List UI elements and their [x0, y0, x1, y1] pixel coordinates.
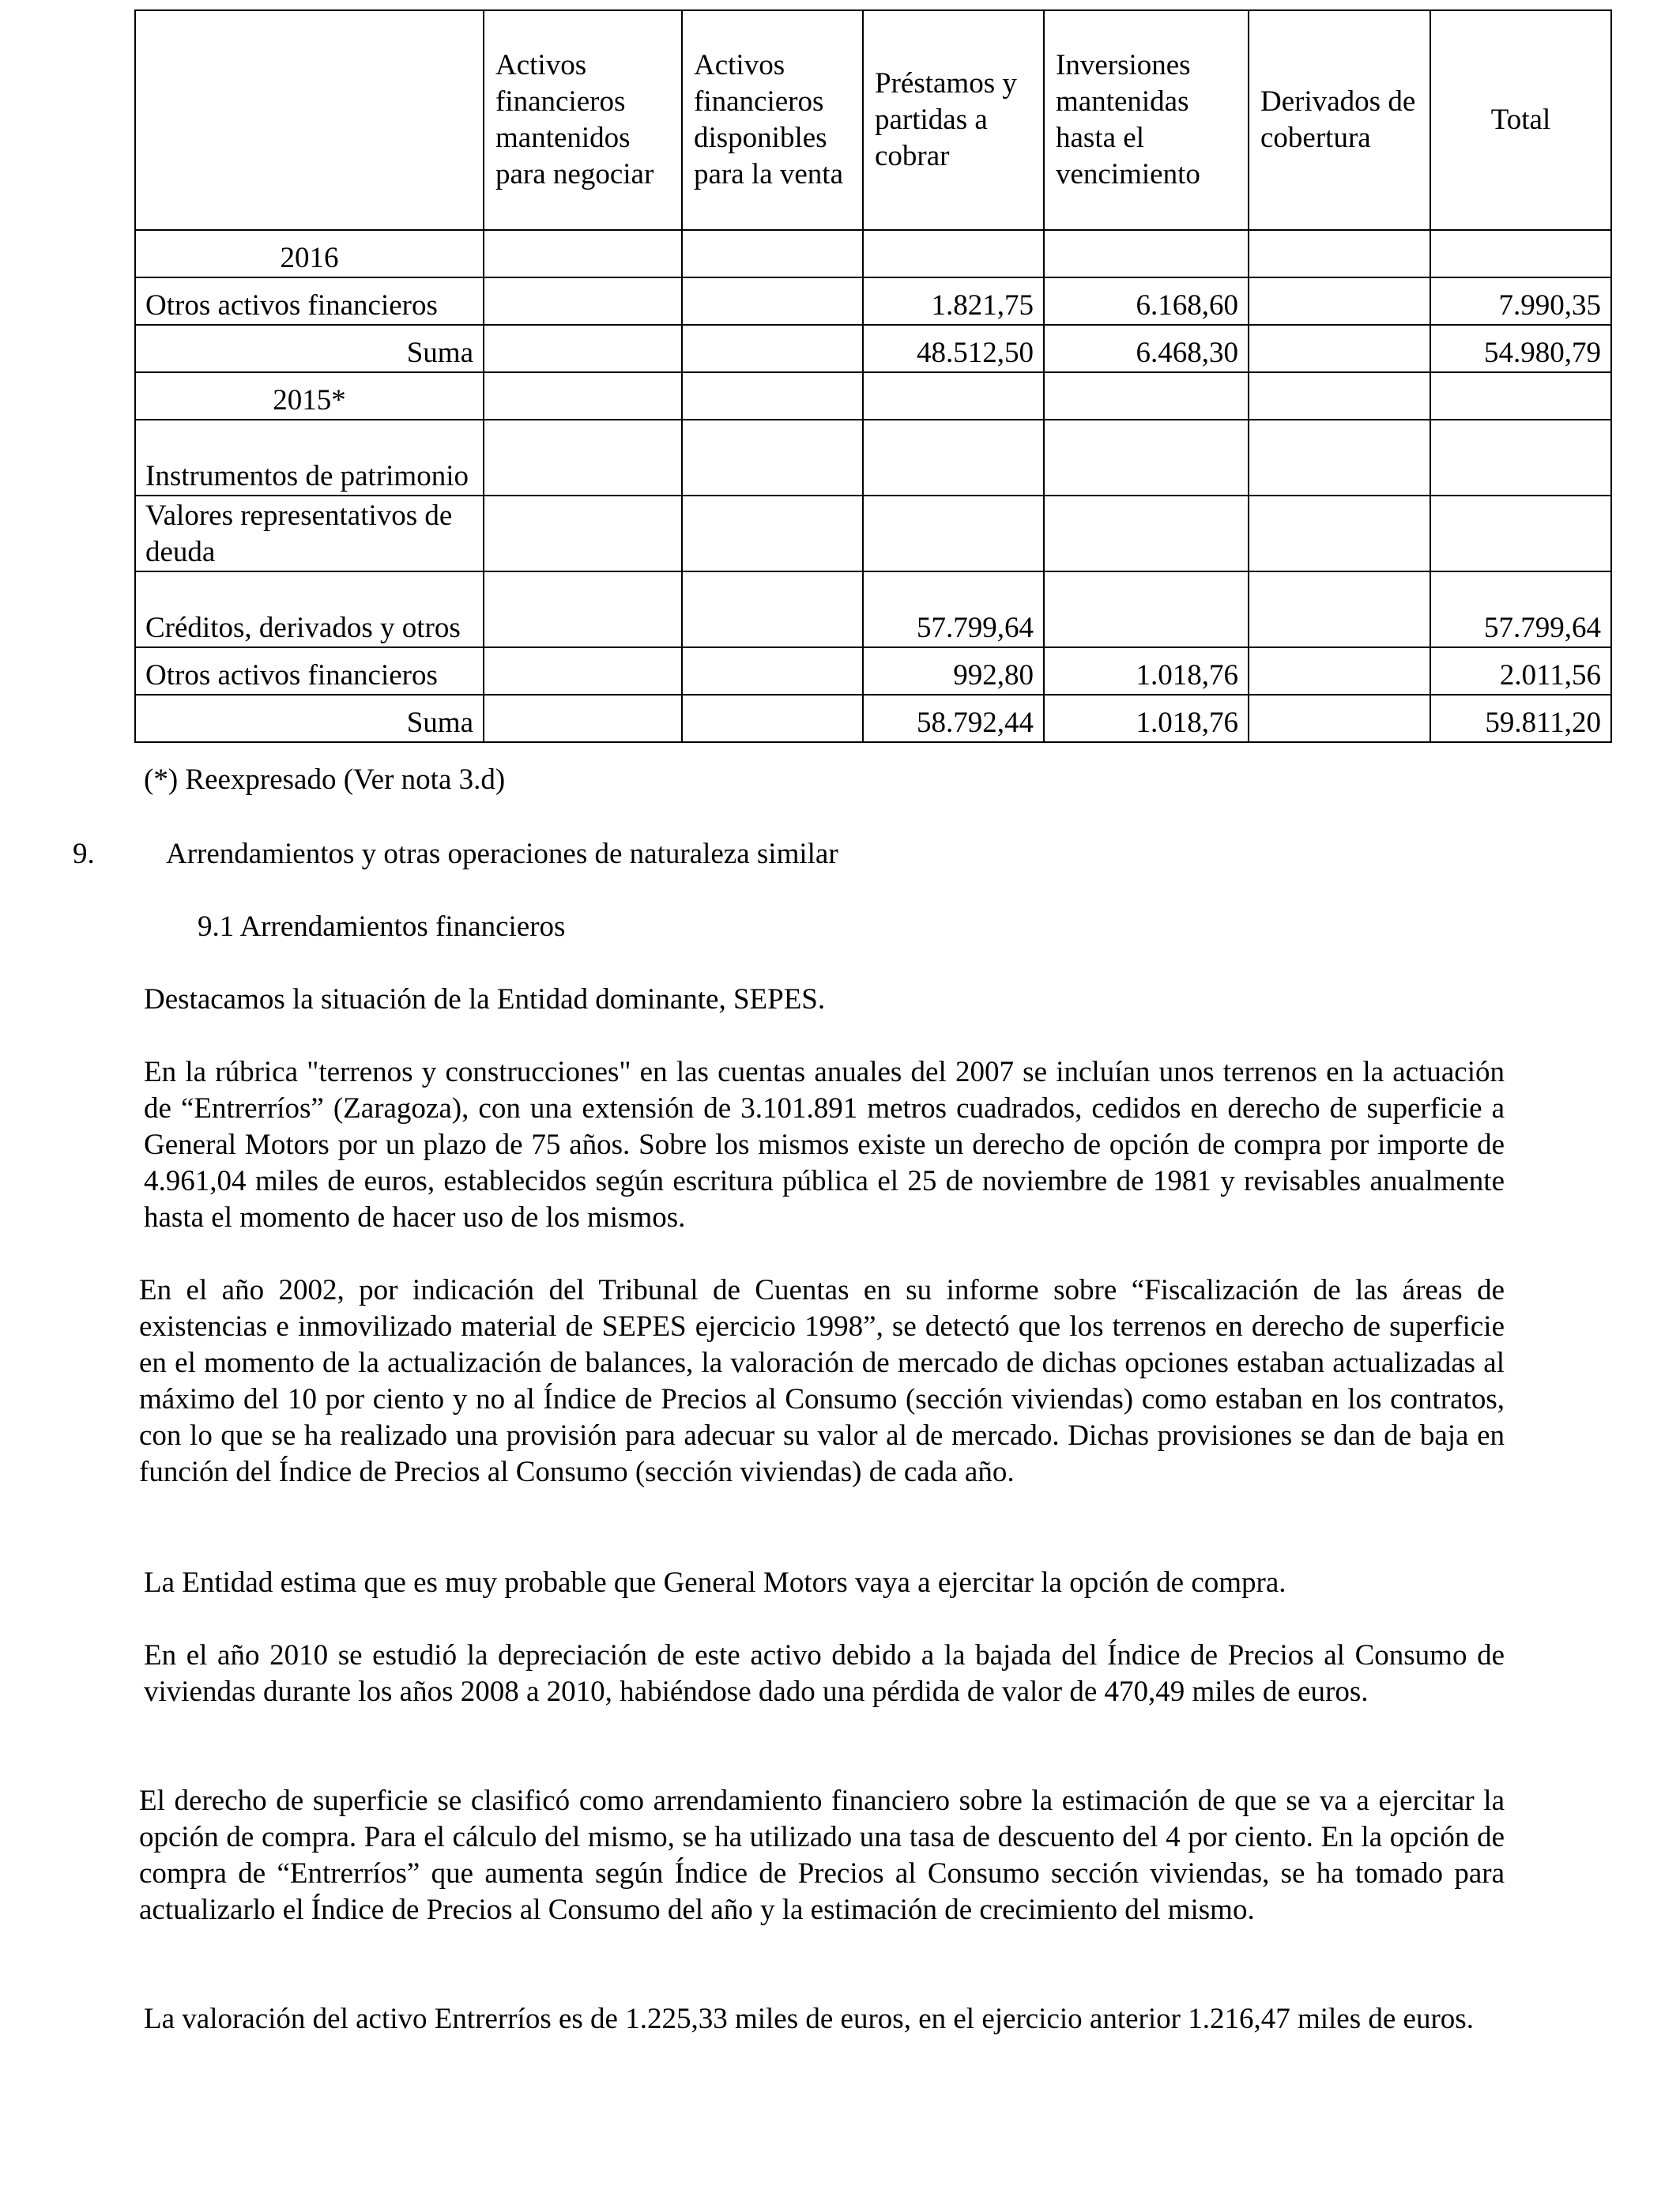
table-cell [1249, 230, 1430, 277]
table-cell [484, 571, 682, 647]
table-cell [682, 230, 863, 277]
row-label: Suma [135, 325, 484, 372]
table-cell [1249, 647, 1430, 695]
header-available-for-sale: Activos financieros disponibles para la venta [682, 10, 863, 230]
table-cell: 57.799,64 [863, 571, 1044, 647]
header-hedging-derivatives: Derivados de cobertura [1249, 10, 1430, 230]
header-total: Total [1430, 10, 1611, 230]
table-cell [1249, 496, 1430, 571]
paragraph: En el año 2010 se estudió la depreciación de este activo debido a la bajada del Índice de Precios al Consumo de viviendas durante los años 2008 a 2010, habiéndose dado una pérdida de valor de 470,49 miles de euros. [144, 1639, 1505, 1708]
section-heading [73, 836, 838, 873]
table-cell [682, 277, 863, 325]
row-label: 2016 [135, 230, 484, 277]
table-row [135, 496, 1611, 571]
table-cell [682, 647, 863, 695]
table-cell [1249, 372, 1430, 420]
paragraph: La valoración del activo Entrerríos es de 1.225,33 miles de euros, en el ejercicio anterior 1.216,47 miles de euros. [144, 2003, 1474, 2035]
paragraph: En el año 2002, por indicación del Tribunal de Cuentas en su informe sobre “Fiscalización de las áreas de existencias e inmovilizado material de SEPES ejercicio 1998”, se detectó que los terrenos en derecho de superficie en el momento de la actualización de balances, la valoración de mercado de dichas opciones estaban actualizadas al máximo del 10 por ciento y no al Índice de Precios al Consumo (sección viviendas) como estaban en los contratos, con lo que se ha realizado una provisión para adecuar su valor al de mercado. Dichas provisiones se dan de baja en función del Índice de Precios al Consumo (sección viviendas) de cada año. [139, 1274, 1505, 1488]
section-title: Arrendamientos y otras operaciones de naturaleza similar [166, 838, 838, 870]
paragraph: En la rúbrica "terrenos y construcciones" en las cuentas anuales del 2007 se incluían unos terrenos en la actuación de “Entrerríos” (Zaragoza), con una extensión de 3.101.891 metros cuadrados, cedidos en derecho de superficie a General Motors por un plazo de 75 años. Sobre los mismos existe un derecho de opción de compra por importe de 4.961,04 miles de euros, establecidos según escritura pública el 25 de noviembre de 1981 y revisables anualmente hasta el momento de hacer uso de los mismos. [144, 1056, 1505, 1234]
table-footnote: (*) Reexpresado (Ver nota 3.d) [144, 763, 506, 796]
table-cell [484, 695, 682, 742]
header-loans-receivables: Préstamos y partidas a cobrar [863, 10, 1044, 230]
row-label: Suma [135, 695, 484, 742]
table-cell: 59.811,20 [1430, 695, 1611, 742]
table-cell [1044, 372, 1249, 420]
table-cell [1044, 420, 1249, 496]
row-label: Otros activos financieros [135, 647, 484, 695]
table-cell [863, 230, 1044, 277]
table-cell [1249, 420, 1430, 496]
table-row [135, 277, 1611, 325]
subsection-heading: 9.1 Arrendamientos financieros [198, 910, 566, 943]
table-cell [1249, 325, 1430, 372]
table-row [135, 372, 1611, 420]
table-cell [1044, 571, 1249, 647]
table-cell [1044, 496, 1249, 571]
row-label: Valores representativos de deuda [135, 496, 484, 571]
table-cell [1430, 230, 1611, 277]
table-row-sum [135, 325, 1611, 372]
table-cell [682, 695, 863, 742]
table-cell: 48.512,50 [863, 325, 1044, 372]
table-cell [484, 230, 682, 277]
table-cell: 6.468,30 [1044, 325, 1249, 372]
table-cell: 57.799,64 [1430, 571, 1611, 647]
table-header-row [135, 10, 1611, 230]
table-cell [484, 277, 682, 325]
table-cell [1430, 420, 1611, 496]
table-cell [863, 496, 1044, 571]
table-cell [682, 325, 863, 372]
table-cell [1430, 372, 1611, 420]
table-cell [1249, 277, 1430, 325]
table-row [135, 230, 1611, 277]
table-cell: 992,80 [863, 647, 1044, 695]
financial-assets-table [134, 9, 1612, 743]
table-row-sum [135, 695, 1611, 742]
table-cell: 7.990,35 [1430, 277, 1611, 325]
table-cell: 1.018,76 [1044, 647, 1249, 695]
table-cell [1249, 695, 1430, 742]
paragraph: Destacamos la situación de la Entidad dominante, SEPES. [144, 983, 826, 1016]
header-blank [135, 10, 484, 230]
table-cell [682, 571, 863, 647]
table-cell: 6.168,60 [1044, 277, 1249, 325]
table-cell [484, 372, 682, 420]
row-label: Otros activos financieros [135, 277, 484, 325]
header-held-to-maturity: Inversiones mantenidas hasta el vencimiento [1044, 10, 1249, 230]
table-cell: 1.018,76 [1044, 695, 1249, 742]
paragraph: La Entidad estima que es muy probable que General Motors vaya a ejercitar la opción de compra. [144, 1566, 1286, 1599]
table-cell: 2.011,56 [1430, 647, 1611, 695]
table-row [135, 647, 1611, 695]
table-cell [1430, 496, 1611, 571]
table-cell [484, 420, 682, 496]
row-label: 2015* [135, 372, 484, 420]
table-cell [1044, 230, 1249, 277]
table-cell [863, 420, 1044, 496]
table-row [135, 571, 1611, 647]
table-cell [484, 647, 682, 695]
table-cell [484, 325, 682, 372]
paragraph: El derecho de superficie se clasificó como arrendamiento financiero sobre la estimación de que se va a ejercitar la opción de compra. Para el cálculo del mismo, se ha utilizado una tasa de descuento del 4 por ciento. En la opción de compra de “Entrerríos” que aumenta según Índice de Precios al Consumo sección viviendas, se ha tomado para actualizarlo el Índice de Precios al Consumo del año y la estimación de crecimiento del mismo. [139, 1785, 1505, 1926]
table-cell [682, 496, 863, 571]
table-cell: 58.792,44 [863, 695, 1044, 742]
table-cell [1249, 571, 1430, 647]
header-held-for-trading: Activos financieros mantenidos para negociar [484, 10, 682, 230]
table-cell: 1.821,75 [863, 277, 1044, 325]
row-label: Instrumentos de patrimonio [135, 420, 484, 496]
table-row [135, 420, 1611, 496]
table-cell [682, 420, 863, 496]
section-number: 9. [73, 838, 95, 870]
table-cell [484, 496, 682, 571]
row-label: Créditos, derivados y otros [135, 571, 484, 647]
table-cell [682, 372, 863, 420]
table-cell [863, 372, 1044, 420]
table-cell: 54.980,79 [1430, 325, 1611, 372]
